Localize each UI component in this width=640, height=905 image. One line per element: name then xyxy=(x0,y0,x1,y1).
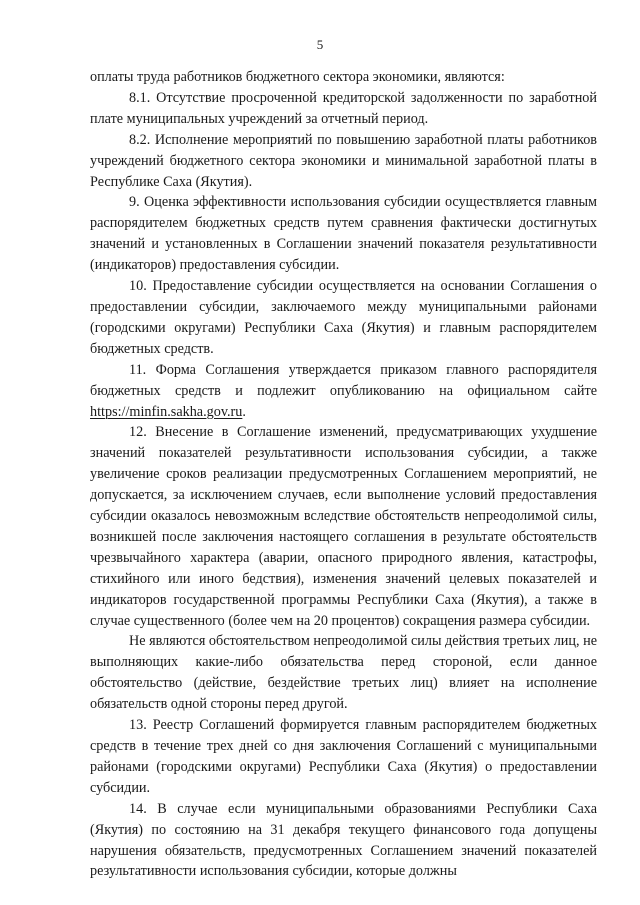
paragraph-10: 10. Предоставление субсидии осуществляется на основании Соглашения о предоставлении субсидии, заключаемого между муниципальными районами (городскими округами) Республики Саха (Якутия) и главным распорядителем бюджетных средств. xyxy=(90,278,597,357)
paragraph-continuation: оплаты труда работников бюджетного сектора экономики, являются: xyxy=(90,69,505,85)
paragraph-14: 14. В случае если муниципальными образованиями Республики Саха (Якутия) по состоянию на 31 декабря текущего финансового года допущены нарушения обязательств, предусмотренных Соглашением значений показателей результативности использования субсидии, которые должны xyxy=(90,800,597,880)
minfin-website-link[interactable]: https://minfin.sakha.gov.ru xyxy=(90,403,243,420)
paragraph-11 xyxy=(90,360,597,423)
paragraph-13: 13. Реестр Соглашений формируется главным распорядителем бюджетных средств в течение трех дней со дня заключения Соглашений с муниципальными районами (городскими округами) Республики Саха (Якутия) о предоставлении субсидии. xyxy=(90,717,597,796)
paragraph-11-text: 11. Форма Соглашения утверждается приказом главного распорядителя бюджетных средств и подлежит опубликованию на официальном сайте xyxy=(90,361,597,399)
paragraph-12-note: Не являются обстоятельством непреодолимой силы действия третьих лиц, не выполняющих какие-либо обязательства перед стороной, если данное обстоятельство (действие, бездействие третьих лиц) влияет на исполнение обязательств одной стороны перед другой. xyxy=(90,633,597,713)
paragraph-8-1: 8.1. Отсутствие просроченной кредиторской задолженности по заработной плате муниципальных учреждений за отчетный период. xyxy=(90,89,597,127)
page-number: 5 xyxy=(316,37,324,52)
paragraph-12: 12. Внесение в Соглашение изменений, предусматривающих ухудшение значений показателей результативности использования субсидии, а также увеличение сроков реализации предусмотренных Соглашением мероприятий, не допускается, за исключением случаев, если выполнение условий предоставления субсидии оказалось невозможным вследствие обстоятельств непреодолимой силы, возникшей после заключения настоящего соглашения в результате обстоятельств чрезвычайного характера (аварии, опасного природного явления, катастрофы, стихийного или иного бедствия), изменения значений целевых показателей и индикаторов государственной программы Республики Саха (Якутия), а также в случае существенного (более чем на 20 процентов) сокращения размера субсидии. xyxy=(90,424,597,629)
paragraph-8-2: 8.2. Исполнение мероприятий по повышению заработной платы работников учреждений бюджетного сектора экономики и минимальной заработной платы в Республике Саха (Якутия). xyxy=(90,131,597,190)
paragraph-9: 9. Оценка эффективности использования субсидии осуществляется главным распорядителем бюджетных средств путем сравнения фактически достигнутых значений и установленных в Соглашении значений показателя результативности (индикаторов) предоставления субсидии. xyxy=(90,194,597,274)
paragraph-11-end: . xyxy=(242,403,246,420)
document-body xyxy=(90,67,597,882)
